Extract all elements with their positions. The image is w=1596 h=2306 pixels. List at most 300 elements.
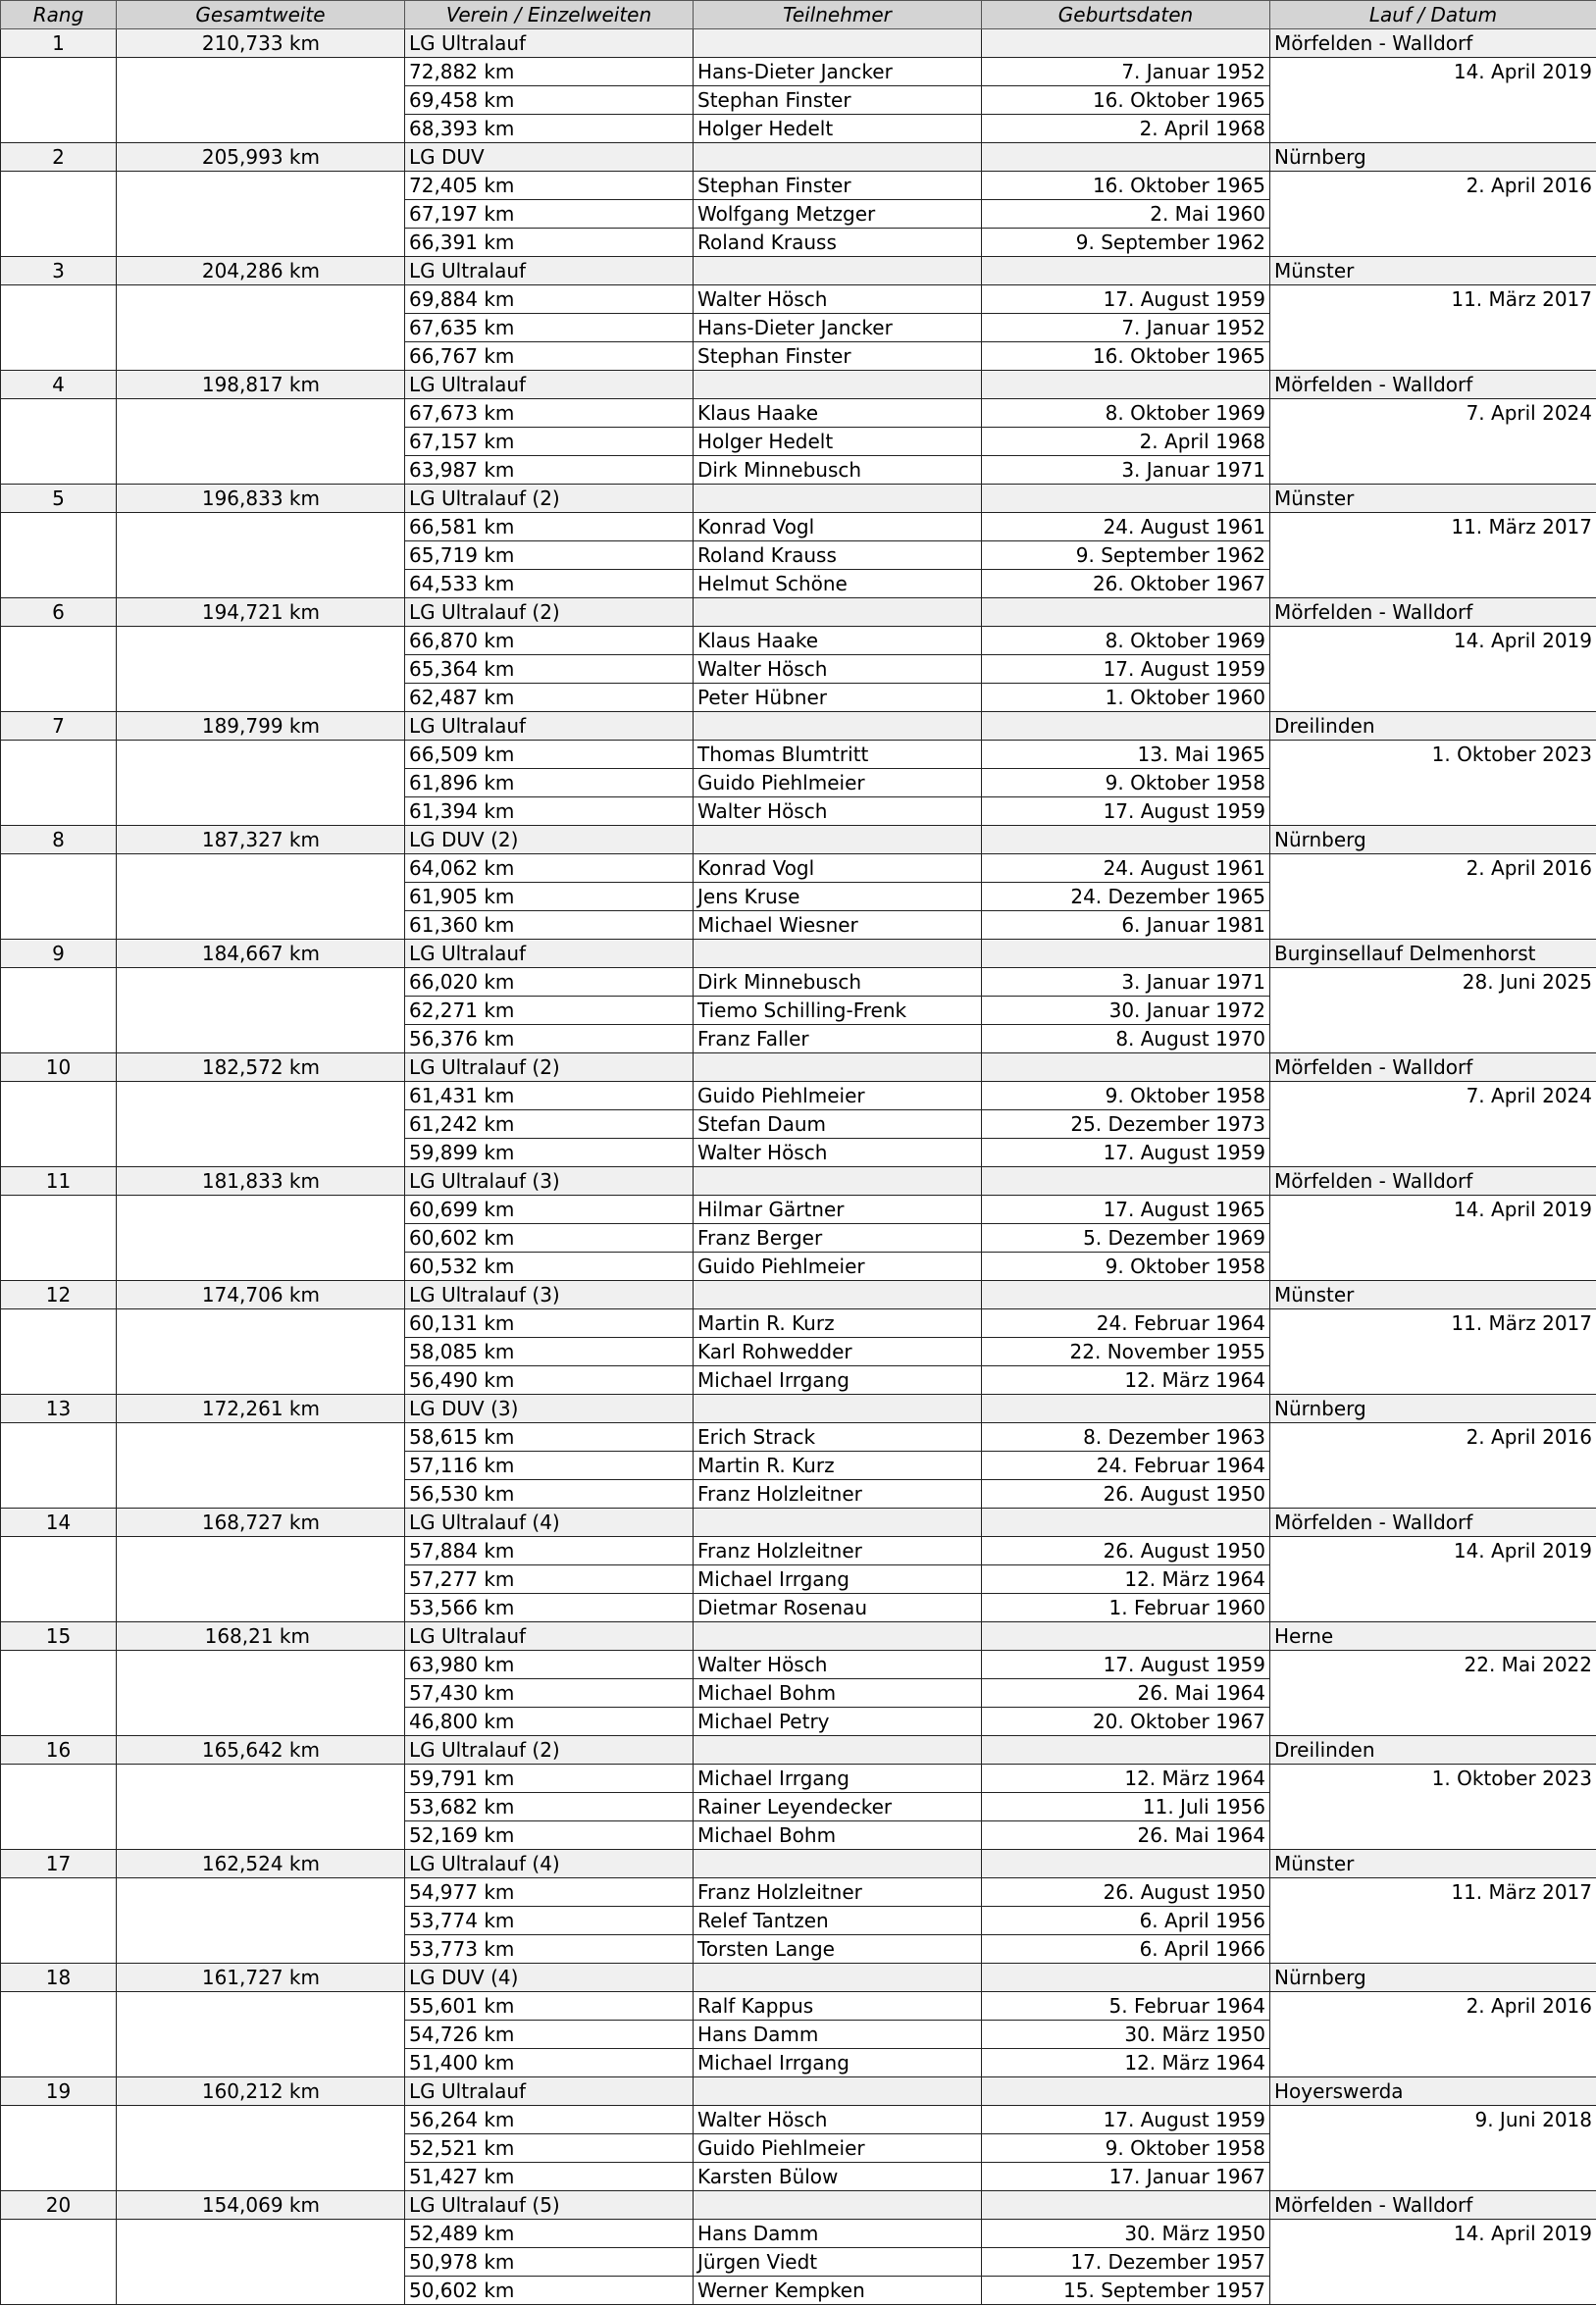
member-name-cell: Dirk Minnebusch [694, 456, 982, 485]
total-spacer [117, 1821, 405, 1850]
birth-date-cell [982, 1167, 1270, 1196]
member-birth-date-cell: 5. Februar 1964 [982, 1992, 1270, 2021]
total-spacer [117, 2049, 405, 2077]
member-name-cell: Guido Piehlmeier [694, 2134, 982, 2163]
header-participant: Teilnehmer [694, 1, 982, 29]
club-cell: LG Ultralauf [405, 712, 694, 741]
member-row [1, 968, 1596, 997]
member-birth-date-cell: 13. Mai 1965 [982, 741, 1270, 769]
race-cell: Mörfelden - Walldorf [1270, 371, 1596, 399]
member-distance-cell: 46,800 km [405, 1708, 694, 1736]
total-spacer [117, 314, 405, 342]
rank-spacer [1, 1025, 117, 1053]
race-cell: Hoyerswerda [1270, 2077, 1596, 2106]
member-row [1, 200, 1596, 229]
member-distance-cell: 60,532 km [405, 1253, 694, 1281]
rank-spacer [1, 2021, 117, 2049]
member-birth-date-cell: 12. März 1964 [982, 2049, 1270, 2077]
rank-spacer [1, 741, 117, 769]
birth-date-cell [982, 1850, 1270, 1878]
rank-spacer [1, 1253, 117, 1281]
club-cell: LG Ultralauf (2) [405, 1053, 694, 1082]
participant-cell [694, 1850, 982, 1878]
member-birth-date-cell: 9. Oktober 1958 [982, 1253, 1270, 1281]
member-birth-date-cell: 24. Februar 1964 [982, 1309, 1270, 1338]
member-name-cell: Dirk Minnebusch [694, 968, 982, 997]
member-distance-cell: 66,581 km [405, 513, 694, 541]
total-spacer [117, 1679, 405, 1708]
member-row [1, 1338, 1596, 1366]
team-row [1, 1964, 1596, 1992]
member-name-cell: Franz Holzleitner [694, 1878, 982, 1907]
total-spacer [117, 2277, 405, 2305]
member-distance-cell: 56,530 km [405, 1480, 694, 1509]
member-distance-cell: 52,169 km [405, 1821, 694, 1850]
member-birth-date-cell: 17. Januar 1967 [982, 2163, 1270, 2191]
race-spacer [1270, 1708, 1596, 1736]
header-rank: Rang [1, 1, 117, 29]
member-distance-cell: 65,719 km [405, 541, 694, 570]
total-distance-cell: 162,524 km [117, 1850, 405, 1878]
rank-spacer [1, 2134, 117, 2163]
member-row [1, 997, 1596, 1025]
member-birth-date-cell: 22. November 1955 [982, 1338, 1270, 1366]
race-date-cell: 11. März 2017 [1270, 1309, 1596, 1338]
race-cell: Nürnberg [1270, 1964, 1596, 1992]
total-spacer [117, 1793, 405, 1821]
member-birth-date-cell: 15. September 1957 [982, 2277, 1270, 2305]
member-row [1, 1025, 1596, 1053]
race-date-cell: 2. April 2016 [1270, 1423, 1596, 1452]
race-spacer [1270, 2163, 1596, 2191]
member-birth-date-cell: 24. August 1961 [982, 854, 1270, 883]
birth-date-cell [982, 1053, 1270, 1082]
total-spacer [117, 513, 405, 541]
race-spacer [1270, 200, 1596, 229]
rank-cell: 11 [1, 1167, 117, 1196]
race-date-cell: 14. April 2019 [1270, 58, 1596, 86]
member-distance-cell: 50,602 km [405, 2277, 694, 2305]
rank-cell: 12 [1, 1281, 117, 1309]
total-spacer [117, 200, 405, 229]
member-birth-date-cell: 16. Oktober 1965 [982, 86, 1270, 115]
member-row [1, 2277, 1596, 2305]
race-spacer [1270, 2021, 1596, 2049]
club-cell: LG Ultralauf [405, 1622, 694, 1651]
club-cell: LG Ultralauf (3) [405, 1281, 694, 1309]
member-row [1, 1253, 1596, 1281]
race-spacer [1270, 342, 1596, 371]
rank-cell: 18 [1, 1964, 117, 1992]
member-distance-cell: 64,062 km [405, 854, 694, 883]
total-distance-cell: 205,993 km [117, 143, 405, 172]
race-date-cell: 11. März 2017 [1270, 1878, 1596, 1907]
total-spacer [117, 2134, 405, 2163]
member-name-cell: Hans Damm [694, 2220, 982, 2248]
team-row [1, 1850, 1596, 1878]
total-distance-cell: 198,817 km [117, 371, 405, 399]
total-spacer [117, 684, 405, 712]
member-birth-date-cell: 2. Mai 1960 [982, 200, 1270, 229]
race-date-cell: 28. Juni 2025 [1270, 968, 1596, 997]
race-spacer [1270, 797, 1596, 826]
total-spacer [117, 1025, 405, 1053]
member-distance-cell: 63,980 km [405, 1651, 694, 1679]
total-spacer [117, 1253, 405, 1281]
rank-spacer [1, 1082, 117, 1110]
member-row [1, 229, 1596, 257]
member-distance-cell: 66,870 km [405, 627, 694, 655]
birth-date-cell [982, 712, 1270, 741]
race-spacer [1270, 1338, 1596, 1366]
member-row [1, 172, 1596, 200]
member-row [1, 1679, 1596, 1708]
member-name-cell: Walter Hösch [694, 1139, 982, 1167]
total-spacer [117, 1224, 405, 1253]
member-distance-cell: 59,899 km [405, 1139, 694, 1167]
race-spacer [1270, 1679, 1596, 1708]
rank-spacer [1, 655, 117, 684]
member-row [1, 541, 1596, 570]
rank-spacer [1, 1366, 117, 1395]
rank-spacer [1, 570, 117, 598]
rank-spacer [1, 1224, 117, 1253]
total-spacer [117, 2106, 405, 2134]
race-cell: Nürnberg [1270, 143, 1596, 172]
birth-date-cell [982, 1736, 1270, 1765]
member-birth-date-cell: 17. August 1959 [982, 655, 1270, 684]
member-name-cell: Tiemo Schilling-Frenk [694, 997, 982, 1025]
rank-spacer [1, 399, 117, 428]
total-spacer [117, 285, 405, 314]
birth-date-cell [982, 940, 1270, 968]
club-cell: LG DUV [405, 143, 694, 172]
birth-date-cell [982, 29, 1270, 58]
member-row [1, 2248, 1596, 2277]
rank-spacer [1, 229, 117, 257]
total-spacer [117, 1651, 405, 1679]
header-row [1, 1, 1596, 29]
member-birth-date-cell: 12. März 1964 [982, 1366, 1270, 1395]
member-row [1, 655, 1596, 684]
race-spacer [1270, 1025, 1596, 1053]
race-cell: Herne [1270, 1622, 1596, 1651]
total-spacer [117, 570, 405, 598]
club-cell: LG Ultralauf (4) [405, 1850, 694, 1878]
member-birth-date-cell: 12. März 1964 [982, 1765, 1270, 1793]
member-birth-date-cell: 17. August 1959 [982, 1651, 1270, 1679]
total-spacer [117, 1594, 405, 1622]
race-date-cell: 1. Oktober 2023 [1270, 741, 1596, 769]
club-cell: LG DUV (3) [405, 1395, 694, 1423]
member-name-cell: Michael Bohm [694, 1821, 982, 1850]
member-distance-cell: 57,116 km [405, 1452, 694, 1480]
member-name-cell: Guido Piehlmeier [694, 1253, 982, 1281]
member-distance-cell: 72,405 km [405, 172, 694, 200]
participant-cell [694, 1622, 982, 1651]
member-name-cell: Hans-Dieter Jancker [694, 314, 982, 342]
participant-cell [694, 1509, 982, 1537]
member-name-cell: Peter Hübner [694, 684, 982, 712]
participant-cell [694, 1167, 982, 1196]
total-spacer [117, 229, 405, 257]
rank-cell: 9 [1, 940, 117, 968]
rank-spacer [1, 2277, 117, 2305]
member-birth-date-cell: 7. Januar 1952 [982, 58, 1270, 86]
participant-cell [694, 257, 982, 285]
race-cell: Dreilinden [1270, 712, 1596, 741]
member-row [1, 1309, 1596, 1338]
birth-date-cell [982, 1281, 1270, 1309]
member-name-cell: Martin R. Kurz [694, 1452, 982, 1480]
member-birth-date-cell: 6. Januar 1981 [982, 911, 1270, 940]
total-distance-cell: 181,833 km [117, 1167, 405, 1196]
rank-spacer [1, 1793, 117, 1821]
member-distance-cell: 56,264 km [405, 2106, 694, 2134]
race-cell: Mörfelden - Walldorf [1270, 1509, 1596, 1537]
member-birth-date-cell: 8. Oktober 1969 [982, 399, 1270, 428]
member-birth-date-cell: 6. April 1956 [982, 1907, 1270, 1935]
total-distance-cell: 168,21 km [117, 1622, 405, 1651]
race-date-cell: 2. April 2016 [1270, 172, 1596, 200]
member-name-cell: Holger Hedelt [694, 115, 982, 143]
total-distance-cell: 165,642 km [117, 1736, 405, 1765]
race-date-cell: 2. April 2016 [1270, 1992, 1596, 2021]
member-distance-cell: 56,376 km [405, 1025, 694, 1053]
member-name-cell: Walter Hösch [694, 655, 982, 684]
member-row [1, 797, 1596, 826]
rank-spacer [1, 200, 117, 229]
rank-spacer [1, 1452, 117, 1480]
member-row [1, 1565, 1596, 1594]
participant-cell [694, 2191, 982, 2220]
member-birth-date-cell: 17. August 1959 [982, 797, 1270, 826]
member-distance-cell: 54,977 km [405, 1878, 694, 1907]
member-name-cell: Stephan Finster [694, 86, 982, 115]
member-distance-cell: 54,726 km [405, 2021, 694, 2049]
race-spacer [1270, 1253, 1596, 1281]
total-spacer [117, 2220, 405, 2248]
race-date-cell: 14. April 2019 [1270, 1196, 1596, 1224]
member-birth-date-cell: 3. Januar 1971 [982, 968, 1270, 997]
total-spacer [117, 627, 405, 655]
race-spacer [1270, 911, 1596, 940]
member-name-cell: Roland Krauss [694, 541, 982, 570]
total-spacer [117, 2021, 405, 2049]
member-distance-cell: 57,430 km [405, 1679, 694, 1708]
birth-date-cell [982, 826, 1270, 854]
rank-spacer [1, 1537, 117, 1565]
member-distance-cell: 69,884 km [405, 285, 694, 314]
rank-spacer [1, 968, 117, 997]
rank-spacer [1, 2220, 117, 2248]
member-row [1, 1594, 1596, 1622]
total-spacer [117, 741, 405, 769]
member-birth-date-cell: 17. Dezember 1957 [982, 2248, 1270, 2277]
member-row [1, 1793, 1596, 1821]
member-row [1, 741, 1596, 769]
race-spacer [1270, 428, 1596, 456]
header-race-date: Lauf / Datum [1270, 1, 1596, 29]
race-spacer [1270, 655, 1596, 684]
rank-spacer [1, 627, 117, 655]
member-row [1, 58, 1596, 86]
member-birth-date-cell: 17. August 1959 [982, 1139, 1270, 1167]
race-spacer [1270, 1452, 1596, 1480]
member-distance-cell: 53,682 km [405, 1793, 694, 1821]
total-spacer [117, 769, 405, 797]
member-name-cell: Hans-Dieter Jancker [694, 58, 982, 86]
member-birth-date-cell: 26. August 1950 [982, 1537, 1270, 1565]
club-cell: LG Ultralauf [405, 257, 694, 285]
participant-cell [694, 2077, 982, 2106]
member-distance-cell: 53,774 km [405, 1907, 694, 1935]
member-name-cell: Klaus Haake [694, 627, 982, 655]
club-cell: LG Ultralauf (2) [405, 1736, 694, 1765]
race-cell: Nürnberg [1270, 1395, 1596, 1423]
member-name-cell: Guido Piehlmeier [694, 1082, 982, 1110]
member-row [1, 854, 1596, 883]
member-row [1, 1196, 1596, 1224]
participant-cell [694, 940, 982, 968]
member-row [1, 1907, 1596, 1935]
birth-date-cell [982, 1395, 1270, 1423]
birth-date-cell [982, 598, 1270, 627]
total-distance-cell: 174,706 km [117, 1281, 405, 1309]
rank-spacer [1, 1708, 117, 1736]
participant-cell [694, 1964, 982, 1992]
rank-spacer [1, 541, 117, 570]
team-row [1, 1509, 1596, 1537]
total-spacer [117, 428, 405, 456]
participant-cell [694, 29, 982, 58]
race-cell: Nürnberg [1270, 826, 1596, 854]
member-birth-date-cell: 8. Dezember 1963 [982, 1423, 1270, 1452]
member-name-cell: Jürgen Viedt [694, 2248, 982, 2277]
race-date-cell: 7. April 2024 [1270, 399, 1596, 428]
total-spacer [117, 1423, 405, 1452]
race-cell: Mörfelden - Walldorf [1270, 1053, 1596, 1082]
member-distance-cell: 65,364 km [405, 655, 694, 684]
total-spacer [117, 1338, 405, 1366]
member-distance-cell: 61,360 km [405, 911, 694, 940]
total-spacer [117, 58, 405, 86]
member-name-cell: Martin R. Kurz [694, 1309, 982, 1338]
member-row [1, 1821, 1596, 1850]
total-spacer [117, 399, 405, 428]
member-name-cell: Walter Hösch [694, 285, 982, 314]
club-cell: LG Ultralauf [405, 940, 694, 968]
member-row [1, 1110, 1596, 1139]
total-distance-cell: 161,727 km [117, 1964, 405, 1992]
member-birth-date-cell: 30. Januar 1972 [982, 997, 1270, 1025]
rank-cell: 6 [1, 598, 117, 627]
member-distance-cell: 66,020 km [405, 968, 694, 997]
total-distance-cell: 194,721 km [117, 598, 405, 627]
member-name-cell: Dietmar Rosenau [694, 1594, 982, 1622]
participant-cell [694, 1395, 982, 1423]
member-birth-date-cell: 17. August 1965 [982, 1196, 1270, 1224]
total-distance-cell: 168,727 km [117, 1509, 405, 1537]
total-distance-cell: 196,833 km [117, 485, 405, 513]
member-name-cell: Guido Piehlmeier [694, 769, 982, 797]
member-distance-cell: 63,987 km [405, 456, 694, 485]
member-distance-cell: 61,242 km [405, 1110, 694, 1139]
rank-spacer [1, 2163, 117, 2191]
total-spacer [117, 997, 405, 1025]
team-row [1, 371, 1596, 399]
total-spacer [117, 1907, 405, 1935]
member-birth-date-cell: 9. Oktober 1958 [982, 769, 1270, 797]
member-distance-cell: 53,773 km [405, 1935, 694, 1964]
team-row [1, 1736, 1596, 1765]
member-distance-cell: 57,277 km [405, 1565, 694, 1594]
member-row [1, 314, 1596, 342]
member-birth-date-cell: 25. Dezember 1973 [982, 1110, 1270, 1139]
race-date-cell: 2. April 2016 [1270, 854, 1596, 883]
member-distance-cell: 67,635 km [405, 314, 694, 342]
total-spacer [117, 1992, 405, 2021]
member-birth-date-cell: 30. März 1950 [982, 2220, 1270, 2248]
rank-cell: 5 [1, 485, 117, 513]
race-spacer [1270, 1907, 1596, 1935]
member-distance-cell: 50,978 km [405, 2248, 694, 2277]
member-distance-cell: 58,615 km [405, 1423, 694, 1452]
rank-spacer [1, 115, 117, 143]
header-birth-date: Geburtsdaten [982, 1, 1270, 29]
member-name-cell: Jens Kruse [694, 883, 982, 911]
member-birth-date-cell: 30. März 1950 [982, 2021, 1270, 2049]
member-distance-cell: 59,791 km [405, 1765, 694, 1793]
member-row [1, 1366, 1596, 1395]
race-spacer [1270, 1139, 1596, 1167]
member-distance-cell: 55,601 km [405, 1992, 694, 2021]
header-club-distances: Verein / Einzelweiten [405, 1, 694, 29]
member-row [1, 399, 1596, 428]
team-row [1, 826, 1596, 854]
race-date-cell: 14. April 2019 [1270, 627, 1596, 655]
birth-date-cell [982, 257, 1270, 285]
race-spacer [1270, 570, 1596, 598]
member-name-cell: Erich Strack [694, 1423, 982, 1452]
total-spacer [117, 883, 405, 911]
member-birth-date-cell: 17. August 1959 [982, 2106, 1270, 2134]
member-row [1, 1082, 1596, 1110]
race-cell: Münster [1270, 257, 1596, 285]
member-name-cell: Hilmar Gärtner [694, 1196, 982, 1224]
rank-spacer [1, 428, 117, 456]
member-distance-cell: 64,533 km [405, 570, 694, 598]
member-birth-date-cell: 16. Oktober 1965 [982, 172, 1270, 200]
rank-spacer [1, 86, 117, 115]
member-name-cell: Ralf Kappus [694, 1992, 982, 2021]
total-spacer [117, 86, 405, 115]
member-name-cell: Karl Rohwedder [694, 1338, 982, 1366]
race-date-cell: 14. April 2019 [1270, 1537, 1596, 1565]
member-distance-cell: 51,400 km [405, 2049, 694, 2077]
member-distance-cell: 67,157 km [405, 428, 694, 456]
member-row [1, 285, 1596, 314]
total-spacer [117, 115, 405, 143]
race-date-cell: 11. März 2017 [1270, 513, 1596, 541]
rank-spacer [1, 684, 117, 712]
rank-spacer [1, 1679, 117, 1708]
rank-spacer [1, 1821, 117, 1850]
member-name-cell: Relef Tantzen [694, 1907, 982, 1935]
team-row [1, 940, 1596, 968]
team-row [1, 29, 1596, 58]
race-cell: Mörfelden - Walldorf [1270, 1167, 1596, 1196]
